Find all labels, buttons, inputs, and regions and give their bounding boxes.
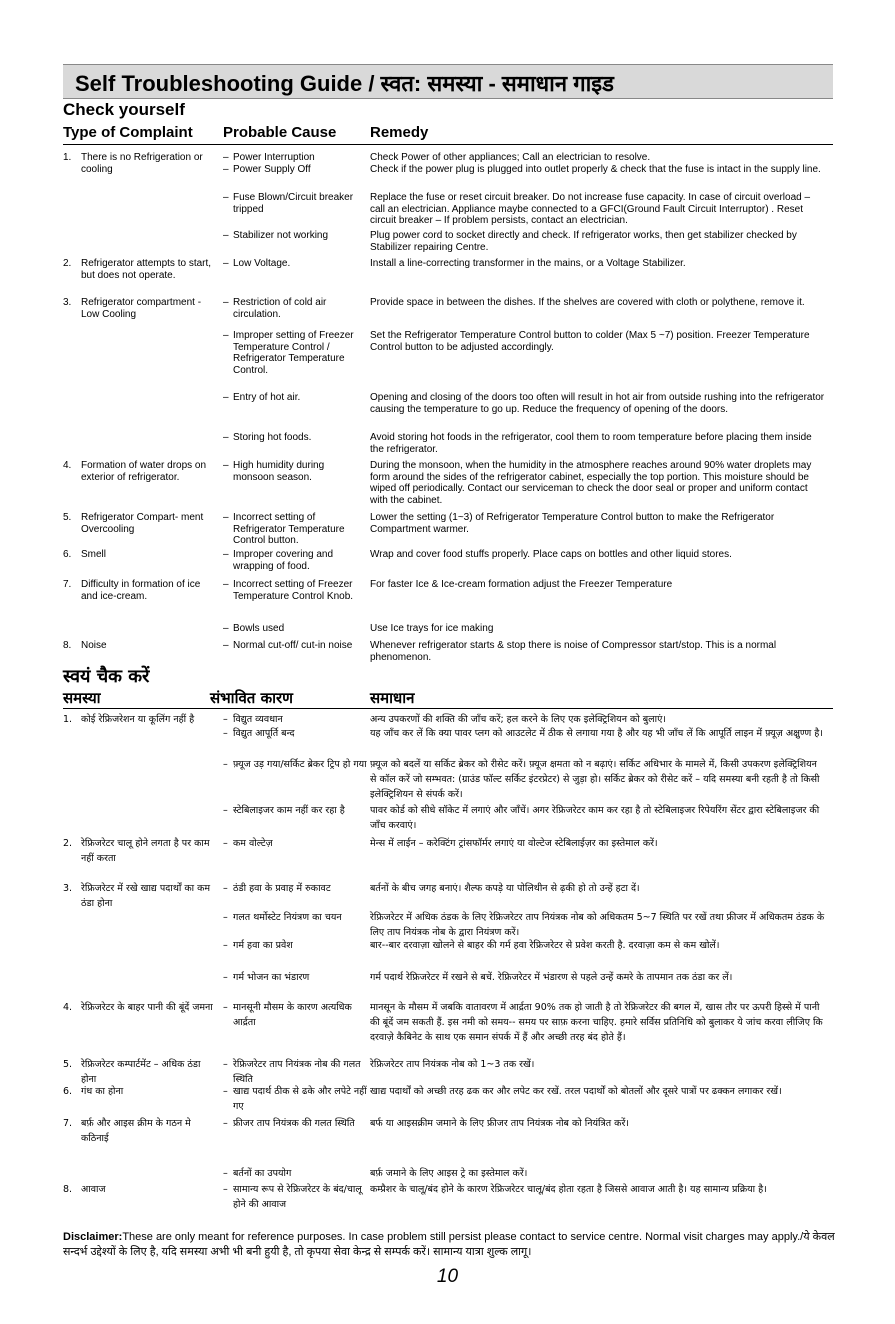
complaint-text: रेफ्रिजरेटर कम्पार्टमेंट – अधिक ठंडा होना [81, 1059, 201, 1085]
remedy-text: Check if the power plug is plugged into outlet properly & check that the fuse is intact in the supply line. [370, 164, 821, 175]
dash: – [223, 759, 228, 770]
complaint-text: Smell [81, 549, 107, 560]
dash: – [223, 714, 228, 725]
cause-text: गर्म भोजन का भंडारण [233, 972, 310, 983]
dash: – [223, 640, 229, 651]
complaint-text: Noise [81, 640, 107, 651]
remedy-text: Check Power of other appliances; Call an electrician to resolve. [370, 152, 651, 163]
remedy-text: मानसून के मौसम में जबकि वातावरण में आर्द्रता 90% तक हो जाती है तो रेफ्रिजरेटर की बगल में, खास तौर पर ऊपरी हिस्से में पानी की बूंदें जम सकती हैं. इस नमी को समय-- समय पर साफ़ करना चाहिए. हमारे सर्विस प्रतिनिधि को बुलाकर ये जांच करवा लीजिए कि दरवाज़े कैबिनेट के साथ एक समान संपर्क में हैं और अच्छी तरह बंद होते हैं। [370, 1002, 823, 1043]
disclaimer-label: Disclaimer: [63, 1231, 123, 1243]
title-bar [63, 64, 833, 99]
row-number: 5. [63, 1059, 73, 1070]
remedy-text: Set the Refrigerator Temperature Control button to colder (Max 5 ~7) position. Freezer Temperature Control button to be adjusted accordingly. [370, 330, 810, 353]
cause-text: Improper covering and wrapping of food. [233, 549, 334, 572]
remedy-text: Opening and closing of the doors too often will result in hot air from outside rushing into the refrigerator causing the temperature to go up. Reduce the frequency of opening of the doors. [370, 392, 825, 415]
dash: – [223, 1002, 228, 1013]
header-cause: Probable Cause [223, 124, 337, 141]
dash: – [223, 1059, 228, 1070]
complaint-text: आवाज [81, 1184, 106, 1195]
section-title-hi: स्वयं चैक करें [63, 666, 150, 687]
cause-text: Normal cut-off/ cut-in noise [233, 640, 353, 651]
remedy-text: Plug power cord to socket directly and check. If refrigerator works, then get stabilizer checked by Stabilizer repairing Centre. [370, 230, 797, 253]
row-number: 4. [63, 1002, 73, 1013]
remedy-text: Replace the fuse or reset circuit breaker. Do not increase fuse capacity. In case of circuit overload – call an electrician. Appliance maybe connected to a GFCI(Ground Fault Circuit Interruptor) . Reset circuit breaker – If problem persists, contact an electrician. [370, 192, 811, 226]
remedy-text: गर्म पदार्थ रेफ्रिजरेटर में रखने से बचें. रेफ्रिजरेटर में भंडारण से पहले उन्हें कमरे के तापमान तक ठंडा कर लें। [370, 972, 733, 983]
page-title: Self Troubleshooting Guide / स्वत: समस्या - समाधान गाइड [75, 71, 614, 96]
row-number: 5. [63, 512, 72, 523]
complaint-text: Difficulty in formation of ice and ice-cream. [81, 579, 201, 602]
remedy-text: Avoid storing hot foods in the refrigerator, cool them to room temperature before placing them inside the refrigerator. [370, 432, 812, 455]
row-number: 7. [63, 579, 72, 590]
cause-text: कम वोल्टेज़ [233, 838, 273, 849]
complaint-text: Formation of water drops on exterior of refrigerator. [81, 460, 207, 483]
remedy-text: मेन्स में लाईन – करेक्टिंग ट्रांसफॉर्मर लगाएं या वोल्टेज स्टेबिलाईज़र का इस्तेमाल करें। [370, 838, 658, 849]
header-remedy: Remedy [370, 124, 429, 141]
disclaimer [63, 1230, 838, 1260]
cause-text: बर्तनों का उपयोग [233, 1168, 292, 1179]
row-number: 1. [63, 714, 73, 725]
cause-text: Storing hot foods. [233, 432, 312, 443]
remedy-text: Lower the setting (1~3) of Refrigerator Temperature Control button to make the Refrigerator Compartment warmer. [370, 512, 775, 535]
dash: – [223, 330, 229, 341]
remedy-text: पावर कोर्ड को सीधे सॉकेट में लगाएं और जाँचें। अगर रेफ्रिजरेटर काम कर रहा है तो स्टेबिलाइजर रिपेयरिंग सेंटर द्वारा स्टेबिलाइजर की जाँच करवाएं। [370, 805, 820, 831]
remedy-text: फ़्यूज को बदलें या सर्किट ब्रेकर को रीसेट करें। फ़्यूज क्षमता को न बढ़ाएं। सर्किट अधिभार के मामले में, किसी उपकरण इलेक्ट्रिशियन से कॉल करें जो सम्भवत: (ग्राउंड फॉल्ट सर्किट इंटरप्रेटर) से जुड़ा हो। सर्किट ब्रेकर को रीसेट करें – यदि समस्या बनी रहती है तो किसी इलेक्ट्रिशियन से संपर्क करें। [370, 759, 820, 800]
remedy-text: अन्य उपकरणों की शक्ति की जाँच करें; हल करने के लिए एक इलेक्ट्रिशियन को बुलाएं। [370, 714, 666, 725]
row-number: 2. [63, 838, 73, 849]
complaint-text: बर्फ़ और आइस क्रीम के गठन मे कठिनाई [81, 1118, 191, 1144]
row-number: 6. [63, 549, 72, 560]
remedy-text: बार--बार दरवाज़ा खोलने से बाहर की गर्म हवा रेफ्रिजरेटर से प्रवेश करती है. दरवाज़ा कम से कम खोलें। [370, 940, 720, 951]
cause-text: गर्म हवा का प्रवेश [233, 940, 293, 951]
dash: – [223, 838, 228, 849]
cause-text: Entry of hot air. [233, 392, 301, 403]
complaint-text: Refrigerator Compart- ment Overcooling [81, 512, 204, 535]
dash: – [223, 512, 229, 523]
remedy-text: रेफ्रिजरेटर में अधिक ठंडक के लिए रेफ्रिजरेटर ताप नियंत्रक नोब को अधिकतम 5~7 स्थिति पर रखें तथा फ्रीजर में अधिकतम ठंडक के लिए ताप नियंत्रक नोब के द्वारा नियंत्रण करें। [370, 912, 825, 938]
row-number: 7. [63, 1118, 73, 1129]
remedy-text: Whenever refrigerator starts & stop there is noise of Compressor start/stop. This is a normal phenomenon. [370, 640, 777, 663]
cause-text: Bowls used [233, 623, 285, 634]
remedy-text: बर्फ़ जमाने के लिए आइस ट्रे का इस्तेमाल करें। [370, 1168, 528, 1179]
complaint-text: कोई रेफ्रिजरेशन या कूलिंग नहीं है [81, 714, 195, 725]
row-number: 1. [63, 152, 72, 163]
cause-text: खाद्य पदार्थ ठीक से ढके और लपेटे नहीं गए [233, 1086, 367, 1112]
cause-text: Incorrect setting of Refrigerator Temperature Control button. [233, 512, 345, 546]
header-karan: संभावित कारण [210, 689, 293, 707]
cause-text: Power Interruption [233, 152, 315, 163]
dash: – [223, 297, 229, 308]
dash: – [223, 805, 228, 816]
dash: – [223, 940, 228, 951]
header-samasya: समस्या [63, 689, 101, 707]
remedy-text: खाद्य पदार्थों को अच्छी तरह ढक कर और लपेट कर रखें. तरल पदार्थों को बोतलों और दूसरे पात्रों पर ढक्कन लगाकर रखें। [370, 1086, 782, 1097]
cause-text: High humidity during monsoon season. [233, 460, 325, 483]
remedy-text: Use Ice trays for ice making [370, 623, 494, 634]
dash: – [223, 1184, 228, 1195]
complaint-text: गंध का होना [81, 1086, 124, 1097]
dash: – [223, 432, 229, 443]
remedy-text: बर्तनों के बीच जगह बनाएं। शैल्फ कपड़े या पोलिथीन से ढ़की हो तो उन्हें हटा दें। [370, 883, 640, 894]
cause-text: गलत थर्मोस्टेट नियंत्रण का चयन [233, 912, 342, 923]
row-number: 8. [63, 640, 72, 651]
dash: – [223, 1168, 228, 1179]
row-number: 2. [63, 258, 72, 269]
cause-text: Fuse Blown/Circuit breaker tripped [233, 192, 354, 215]
disclaimer-text: These are only meant for reference purposes. In case problem still persist please contact to service centre. Normal visit charges may apply./ये केवल सन्दर्भ उद्देश्यों के लिए है, यदि समस्या अभी भी बनी हुयी है, तो कृपया सेवा केन्द्र से सम्पर्क करें। सामान्य यात्रा शुल्क लागू। [63, 1231, 835, 1258]
section-title-en: Check yourself [63, 100, 185, 119]
dash: – [223, 460, 229, 471]
cause-text: ठंडी हवा के प्रवाह में रुकावट [233, 883, 331, 894]
page-number: 10 [436, 1266, 459, 1287]
remedy-text: Install a line-correcting transformer in the mains, or a Voltage Stabilizer. [370, 258, 686, 269]
dash: – [223, 549, 229, 560]
dash: – [223, 912, 228, 923]
remedy-text: बर्फ या आइसक्रीम जमाने के लिए फ्रीजर ताप नियंत्रक नोब को नियंत्रित करें। [370, 1118, 629, 1129]
cause-text: विद्युत व्यवधान [233, 714, 283, 725]
complaint-text: रेफ्रिजरेटर में रखे खाद्य पदार्थों का कम ठंडा होना [81, 883, 211, 909]
dash: – [223, 728, 228, 739]
cause-text: Stabilizer not working [233, 230, 329, 241]
cause-text: विद्युत आपूर्ति बन्द [233, 728, 295, 739]
remedy-text: कम्प्रैशर के चालू/बंद होने के कारण रेफ्रिजरेटर चालू/बंद होता रहता है जिससे आवाज आती है। यह सामान्य प्रक्रिया है। [370, 1184, 767, 1195]
cause-text: Restriction of cold air circulation. [233, 297, 327, 320]
row-number: 6. [63, 1086, 73, 1097]
complaint-text: Refrigerator compartment - Low Cooling [81, 297, 202, 320]
dash: – [223, 972, 228, 983]
cause-text: Power Supply Off [233, 164, 311, 175]
cause-text: स्टेबिलाइजर काम नहीं कर रहा है [233, 805, 345, 816]
cause-text: फ्रीजर ताप नियंत्रक की गलत स्थिति [233, 1118, 355, 1129]
dash: – [223, 258, 229, 269]
cause-text: Incorrect setting of Freezer Temperature Control Knob. [233, 579, 354, 602]
remedy-text: यह जाँच कर लें कि क्या पावर प्लग को आउटलेट में ठीक से लगाया गया है और यह भी जाँच लें कि आपूर्ति लाइन में फ़्यूज़ अक्षुण्ण है। [370, 728, 823, 739]
remedy-text: For faster Ice & Ice-cream formation adjust the Freezer Temperature [370, 579, 673, 590]
row-number: 8. [63, 1184, 73, 1195]
cause-text: रेफ्रिजरेटर ताप नियंत्रक नोब की गलत स्थिति [233, 1059, 361, 1085]
dash: – [223, 152, 229, 163]
dash: – [223, 164, 229, 175]
dash: – [223, 579, 229, 590]
complaint-text: रेफ्रिजरेटर के बाहर पानी की बूंदें जमना [81, 1002, 213, 1013]
header-complaint: Type of Complaint [63, 124, 193, 141]
dash: – [223, 1118, 228, 1129]
remedy-text: Wrap and cover food stuffs properly. Place caps on bottles and other liquid stores. [370, 549, 732, 560]
dash: – [223, 1086, 228, 1097]
cause-text: मानसूनी मौसम के कारण अत्यधिक आर्द्रता [233, 1002, 352, 1028]
table-headers-en [63, 124, 833, 145]
header-samadhan: समाधान [370, 689, 415, 707]
row-number: 3. [63, 883, 73, 894]
dash: – [223, 192, 229, 203]
remedy-text: रेफ्रिजरेटर ताप नियंत्रक नोब को 1~3 तक रखें। [370, 1059, 535, 1070]
dash: – [223, 392, 229, 403]
cause-text: फ़्यूज उड़ गया/सर्किट ब्रेकर ट्रिप हो गया [233, 759, 367, 770]
row-number: 4. [63, 460, 72, 471]
dash: – [223, 883, 228, 894]
row-number: 3. [63, 297, 72, 308]
complaint-text: Refrigerator attempts to start, but does not operate. [81, 258, 212, 281]
dash: – [223, 623, 229, 634]
cause-text: Improper setting of Freezer Temperature Control / Refrigerator Temperature Control. [233, 330, 354, 376]
complaint-text: रेफ्रिजरेटर चालू होने लगता है पर काम नहीं करता [81, 838, 210, 864]
remedy-text: During the monsoon, when the humidity in the atmosphere reaches around 90% water droplets may form around the sides of the refrigerator cabinet, especially the top portion. This moisture should be wiped off periodically. Contact our serviceman to check the door seal or proper and uniform contact with the cabinet. [370, 460, 812, 506]
complaint-text: There is no Refrigeration or cooling [81, 152, 203, 175]
remedy-text: Provide space in between the dishes. If the shelves are covered with cloth or polythene, remove it. [370, 297, 805, 308]
table-headers-hi [63, 688, 833, 709]
cause-text: Low Voltage. [233, 258, 291, 269]
cause-text: सामान्य रूप से रेफ्रिजरेटर के बंद/चालू होने की आवाज [233, 1184, 362, 1210]
dash: – [223, 230, 229, 241]
